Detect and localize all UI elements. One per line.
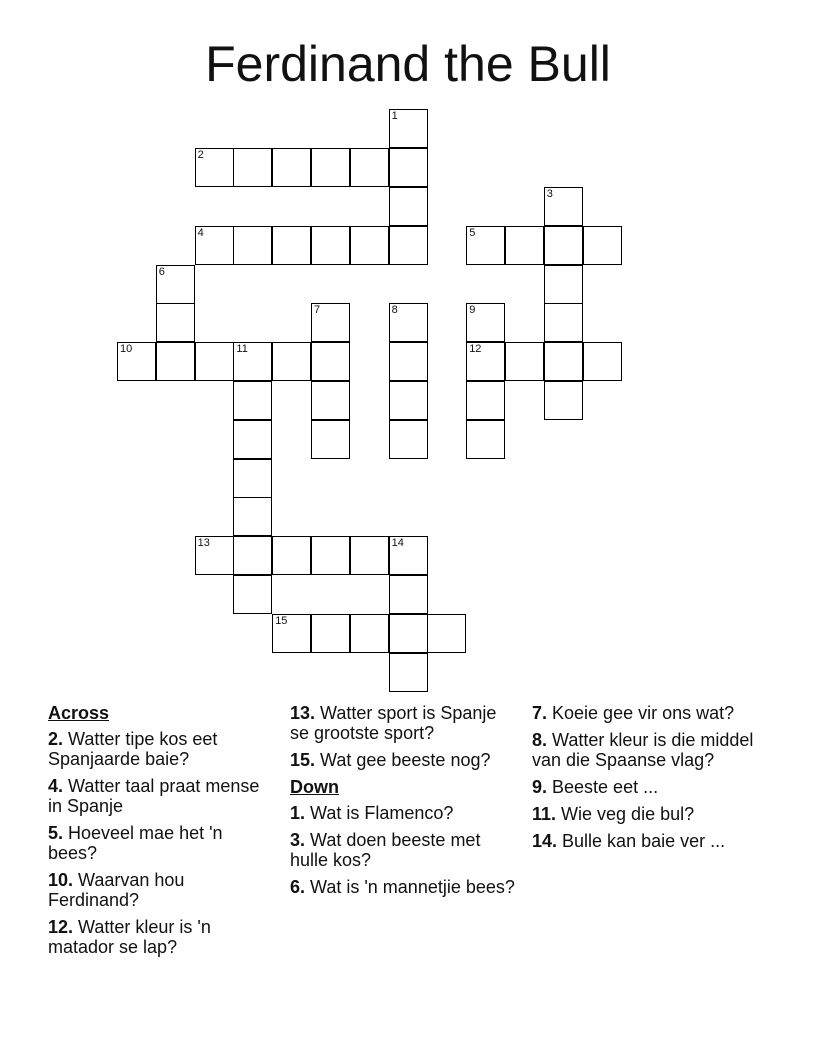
clue-number: 1 — [391, 110, 398, 123]
clue-item-text: Watter kleur is 'n matador se lap? — [48, 917, 211, 957]
clue-item-text: Watter sport is Spanje se grootste sport? — [290, 703, 497, 743]
down-heading: Down — [290, 777, 339, 797]
grid-cell[interactable] — [311, 614, 350, 653]
grid-cell[interactable] — [583, 342, 622, 381]
clue-item[interactable] — [532, 777, 760, 797]
grid-cell[interactable] — [466, 381, 505, 420]
clue-item[interactable] — [48, 729, 276, 769]
clue-item-text: Wat doen beeste met hulle kos? — [290, 830, 481, 870]
grid-cell[interactable] — [389, 653, 428, 692]
clue-item-number: 3. — [290, 830, 306, 850]
clue-item-text: Wie veg die bul? — [556, 804, 695, 824]
grid-cell[interactable] — [117, 342, 156, 381]
page-title: Ferdinand the Bull — [205, 36, 611, 92]
grid-cell[interactable] — [233, 497, 272, 536]
clue-number: 3 — [546, 188, 553, 200]
clue-item[interactable] — [532, 804, 760, 824]
grid-cell[interactable] — [311, 381, 350, 420]
grid-cell[interactable] — [544, 187, 583, 226]
grid-cell[interactable] — [233, 381, 272, 420]
clue-column-3 — [532, 703, 760, 858]
clue-item-text: Watter kleur is die middel van die Spaanse vlag? — [532, 730, 754, 770]
grid-cell[interactable] — [272, 614, 311, 653]
grid-cell[interactable] — [233, 575, 272, 614]
clue-list — [532, 703, 760, 851]
clue-item-number: 9. — [532, 777, 548, 797]
clue-item-number: 15. — [290, 750, 316, 770]
clue-number: 8 — [391, 304, 398, 317]
clue-number: 10 — [120, 343, 133, 356]
grid-cell[interactable] — [389, 381, 428, 420]
clue-number: 4 — [197, 226, 204, 239]
grid-cell[interactable] — [311, 148, 350, 187]
clue-number: 5 — [469, 226, 476, 239]
clue-item-number: 2. — [48, 729, 64, 749]
clue-item-text: Watter tipe kos eet Spanjaarde baie? — [48, 729, 218, 769]
grid-cell[interactable] — [389, 303, 428, 342]
grid-cell[interactable] — [466, 226, 505, 265]
clue-column-1 — [48, 703, 276, 964]
clue-list — [290, 703, 518, 770]
clue-item-number: 6. — [290, 877, 306, 897]
clue-item-number: 14. — [532, 831, 558, 851]
clue-number: 11 — [236, 343, 248, 356]
clue-list — [48, 729, 276, 957]
grid-cell[interactable] — [233, 342, 272, 381]
clue-item-number: 7. — [532, 703, 548, 723]
clue-item-text: Watter taal praat mense in Spanje — [48, 776, 260, 816]
clue-item-number: 8. — [532, 730, 548, 750]
clue-item[interactable] — [290, 750, 518, 770]
clue-item[interactable] — [532, 730, 760, 770]
grid-cell[interactable] — [389, 187, 428, 226]
grid-cell[interactable] — [389, 342, 428, 381]
clue-item-number: 12. — [48, 917, 74, 937]
clue-item-text: Bulle kan baie ver ... — [557, 831, 726, 851]
grid-cell[interactable] — [466, 303, 505, 342]
grid-cell[interactable] — [233, 226, 272, 265]
grid-cell[interactable] — [272, 342, 311, 381]
grid-cell[interactable] — [272, 226, 311, 265]
grid-cell[interactable] — [195, 148, 234, 187]
grid-cell[interactable] — [195, 342, 234, 381]
clue-item-text: Waarvan hou Ferdinand? — [48, 870, 185, 910]
grid-cell[interactable] — [505, 226, 544, 265]
grid-cell[interactable] — [272, 536, 311, 575]
grid-cell[interactable] — [156, 265, 195, 304]
clue-number: 14 — [391, 537, 404, 550]
grid-cell[interactable] — [466, 342, 505, 381]
clue-number: 13 — [197, 537, 210, 550]
grid-cell[interactable] — [583, 226, 622, 265]
grid-cell[interactable] — [350, 614, 389, 653]
clue-item[interactable] — [290, 703, 518, 743]
grid-cell[interactable] — [233, 420, 272, 459]
grid-cell[interactable] — [544, 381, 583, 420]
grid-cell[interactable] — [233, 536, 272, 575]
clue-item-text: Wat gee beeste nog? — [315, 750, 491, 770]
grid-cell[interactable] — [233, 148, 272, 187]
grid-cell[interactable] — [389, 420, 428, 459]
clue-item[interactable] — [290, 830, 518, 870]
grid-cell[interactable] — [389, 148, 428, 187]
clue-item-text: Hoeveel mae het 'n bees? — [48, 823, 223, 863]
grid-cell[interactable] — [389, 575, 428, 614]
grid-cell[interactable] — [156, 342, 195, 381]
grid-cell[interactable] — [311, 420, 350, 459]
clue-item[interactable] — [48, 823, 276, 863]
clue-item-number: 10. — [48, 870, 74, 890]
grid-cell[interactable] — [233, 459, 272, 498]
clue-number: 7 — [314, 304, 321, 317]
clue-item-number: 11. — [532, 804, 557, 824]
grid-cell[interactable] — [156, 303, 195, 342]
clue-item[interactable] — [290, 877, 518, 897]
clue-item[interactable] — [532, 703, 760, 723]
clue-item[interactable] — [290, 803, 518, 823]
grid-cell[interactable] — [466, 420, 505, 459]
grid-cell[interactable] — [544, 226, 583, 265]
clue-item[interactable] — [532, 831, 760, 851]
grid-cell[interactable] — [350, 148, 389, 187]
clue-number: 6 — [158, 265, 165, 278]
clue-number: 15 — [275, 614, 288, 627]
grid-cell[interactable] — [195, 226, 234, 265]
clue-item-number: 1. — [290, 803, 306, 823]
grid-cell[interactable] — [311, 342, 350, 381]
clue-item-text: Koeie gee vir ons wat? — [547, 703, 735, 723]
grid-cell[interactable] — [350, 536, 389, 575]
clue-item-text: Wat is 'n mannetjie bees? — [305, 877, 515, 897]
grid-cell[interactable] — [389, 226, 428, 265]
clue-item-number: 5. — [48, 823, 64, 843]
clue-item-text: Beeste eet ... — [547, 777, 659, 797]
grid-cell[interactable] — [311, 226, 350, 265]
grid-cell[interactable] — [544, 265, 583, 304]
grid-cell[interactable] — [195, 536, 234, 575]
grid-cell[interactable] — [544, 303, 583, 342]
clue-item-number: 4. — [48, 776, 64, 796]
grid-cell[interactable] — [311, 303, 350, 342]
grid-cell[interactable] — [350, 226, 389, 265]
clue-list — [290, 803, 518, 897]
clue-item[interactable] — [48, 776, 276, 816]
grid-cell[interactable] — [272, 148, 311, 187]
across-heading: Across — [48, 703, 110, 723]
clue-number: 12 — [469, 343, 482, 356]
grid-cell[interactable] — [311, 536, 350, 575]
clue-number: 9 — [469, 304, 476, 317]
grid-cell[interactable] — [427, 614, 466, 653]
grid-cell[interactable] — [389, 109, 428, 148]
clue-column-2 — [290, 703, 518, 904]
clue-item[interactable] — [48, 917, 276, 957]
grid-cell[interactable] — [389, 536, 428, 575]
clue-item-number: 13. — [290, 703, 316, 723]
grid-cell[interactable] — [389, 614, 428, 653]
grid-cell[interactable] — [505, 342, 544, 381]
grid-cell[interactable] — [544, 342, 583, 381]
clue-item-text: Wat is Flamenco? — [305, 803, 454, 823]
clue-number: 2 — [197, 149, 204, 162]
clue-item[interactable] — [48, 870, 276, 910]
